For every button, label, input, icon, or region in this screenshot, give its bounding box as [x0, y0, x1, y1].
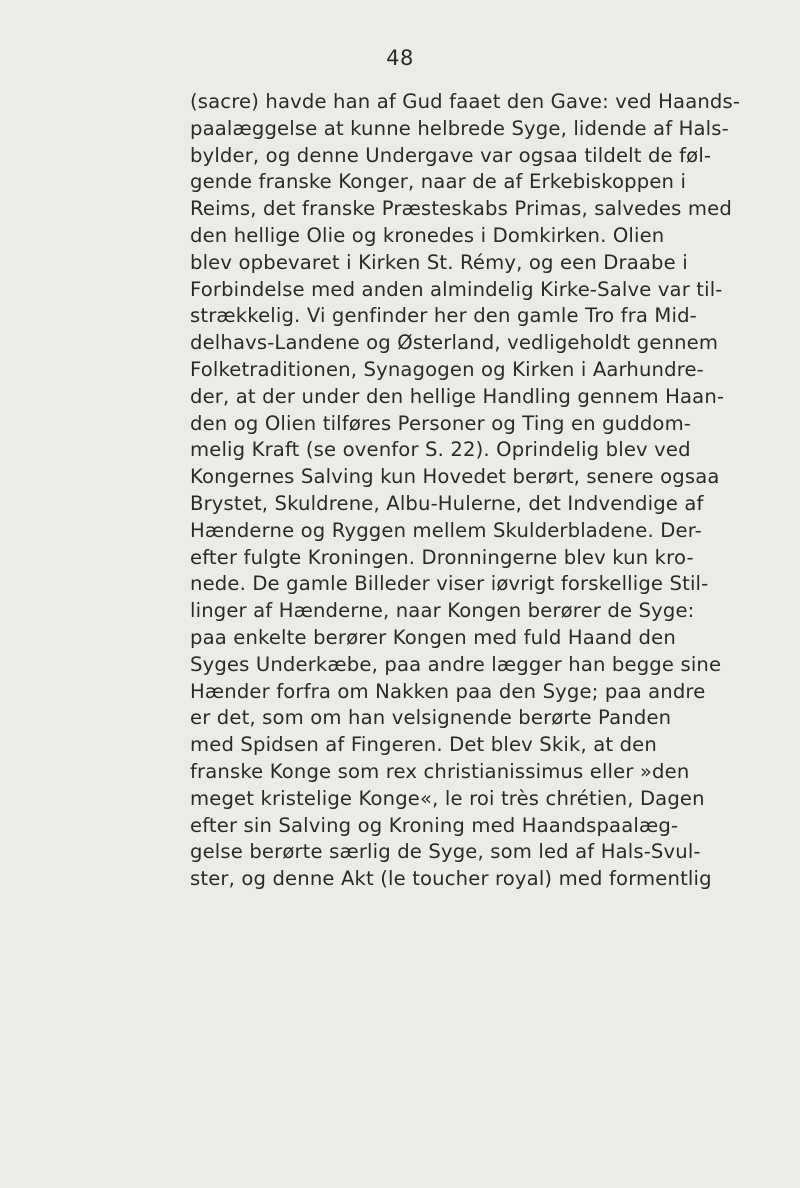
text-line: franske Konge som rex christianissimus eller »den — [190, 759, 690, 783]
text-line: der, at der under den hellige Handling gennem Haan- — [190, 384, 725, 408]
text-line: Syges Underkæbe, paa andre lægger han begge sine — [190, 652, 722, 676]
text-line: med Spidsen af Fingeren. Det blev Skik, at den — [190, 733, 657, 757]
text-line: den hellige Olie og kronedes i Domkirken. Olien — [190, 223, 665, 247]
text-line: nede. De gamle Billeder viser iøvrigt forskellige Stil- — [190, 572, 709, 596]
text-line: gelse berørte særlig de Syge, som led af Hals-Svul- — [190, 840, 701, 864]
text-line: Folketraditionen, Synagogen og Kirken i Aarhundre- — [190, 357, 704, 381]
text-line: melig Kraft (se ovenfor S. 22). Oprindelig blev ved — [190, 438, 691, 462]
text-line: linger af Hænderne, naar Kongen berører de Syge: — [190, 599, 695, 623]
text-line: Kongernes Salving kun Hovedet berørt, senere ogsaa — [190, 465, 720, 489]
text-line: den og Olien tilføres Personer og Ting en guddom- — [190, 411, 692, 435]
text-line: strækkelig. Vi genfinder her den gamle Tro fra Mid- — [190, 304, 697, 328]
text-line: paa enkelte berører Kongen med fuld Haand den — [190, 625, 676, 649]
page-number: 48 — [386, 46, 414, 70]
text-line: Forbindelse med anden almindelig Kirke-Salve var til- — [190, 277, 723, 301]
text-line: efter fulgte Kroningen. Dronningerne blev kun kro- — [190, 545, 694, 569]
text-line: Brystet, Skuldrene, Albu-Hulerne, det Indvendige af — [190, 491, 704, 515]
text-line: Reims, det franske Præsteskabs Primas, salvedes med — [190, 197, 732, 221]
text-line: meget kristelige Konge«, le roi très chrétien, Dagen — [190, 786, 705, 810]
text-line: (sacre) havde han af Gud faaet den Gave: ved Haands- — [190, 90, 741, 113]
text-line: Hænder forfra om Nakken paa den Syge; paa andre — [190, 679, 706, 703]
text-line: er det, som om han velsignende berørte Panden — [190, 706, 672, 730]
text-line: ster, og denne Akt (le toucher royal) med formentlig — [190, 867, 712, 891]
text-line: gende franske Konger, naar de af Erkebiskoppen i — [190, 170, 687, 194]
text-line: blev opbevaret i Kirken St. Rémy, og een Draabe i — [190, 250, 688, 274]
body-text — [190, 89, 800, 893]
text-line: bylder, og denne Undergave var ogsaa tildelt de føl- — [190, 143, 712, 167]
text-line: Hænderne og Ryggen mellem Skulderbladene. Der- — [190, 518, 702, 542]
text-line: delhavs-Landene og Østerland, vedligeholdt gennem — [190, 331, 719, 355]
text-line: efter sin Salving og Kroning med Haandspaalæg- — [190, 813, 679, 837]
text-line: paalæggelse at kunne helbrede Syge, lidende af Hals- — [190, 116, 729, 140]
